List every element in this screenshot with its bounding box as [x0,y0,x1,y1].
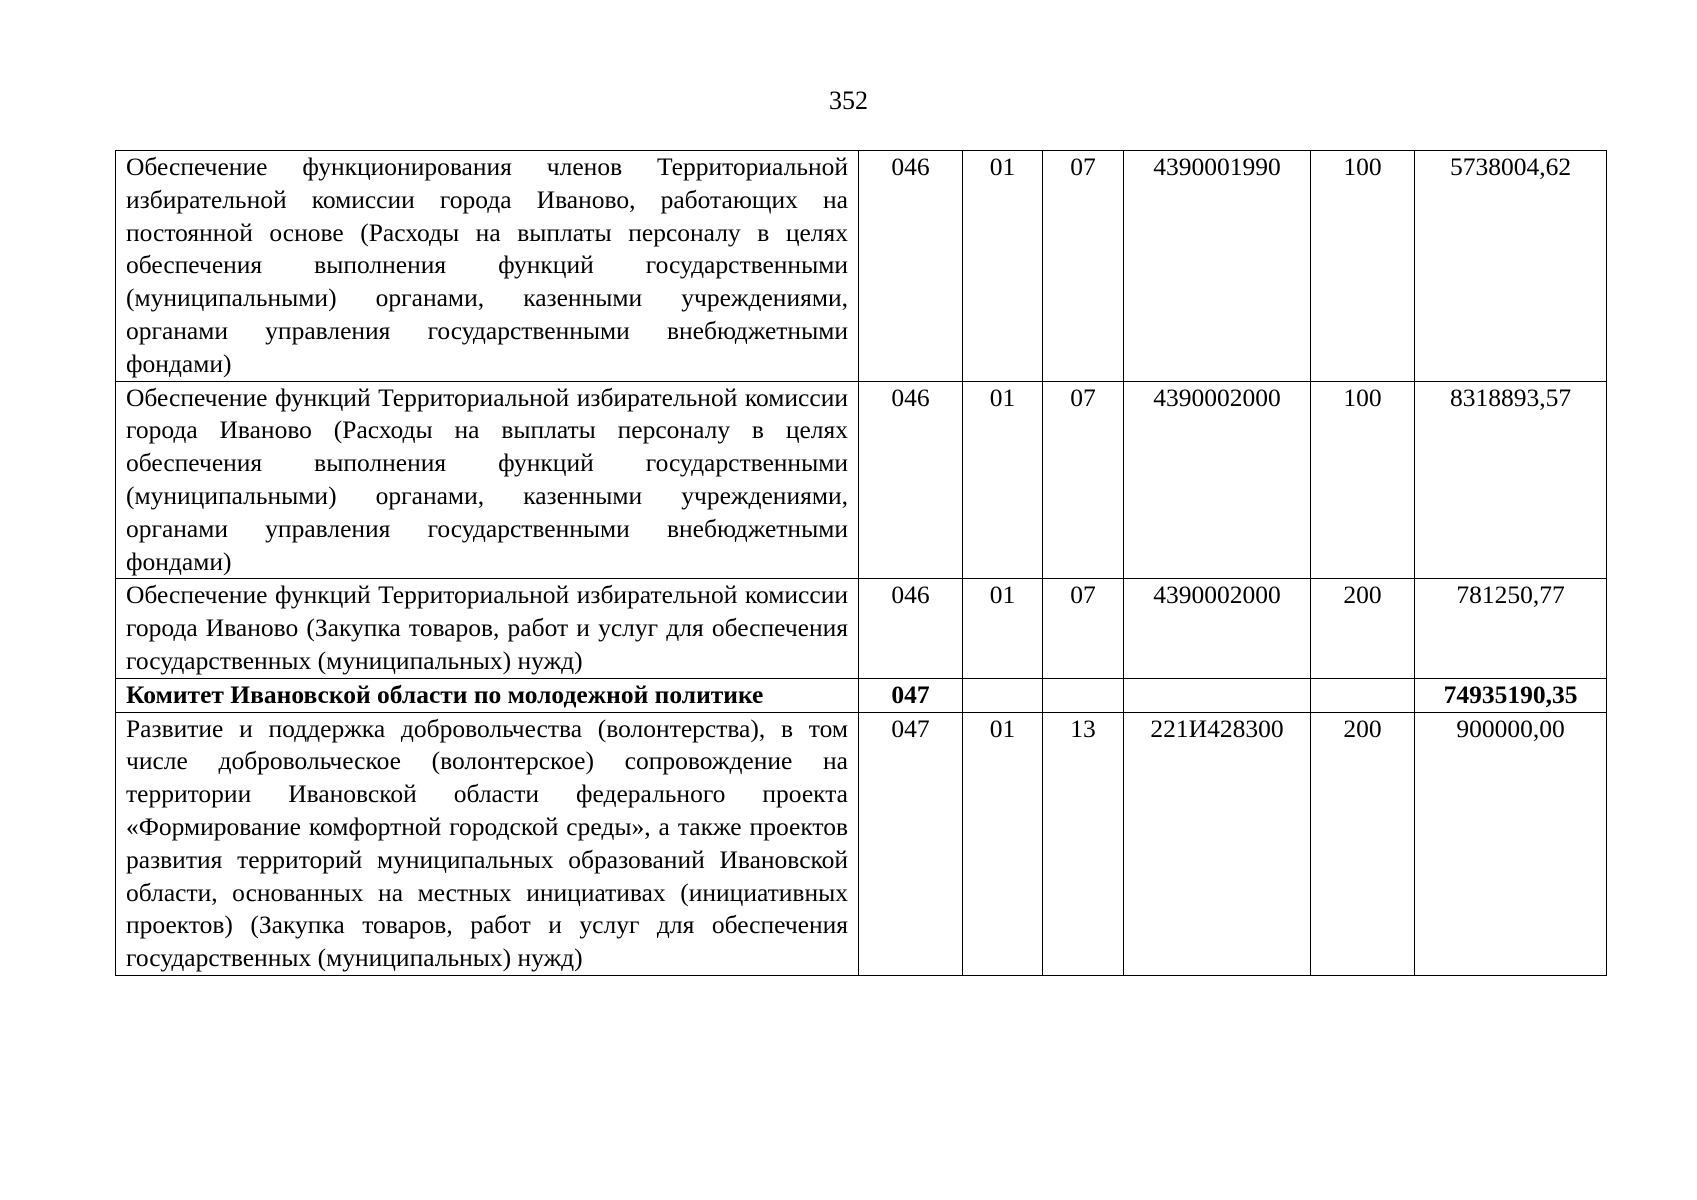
target-article-code: 4390001990 [1124,151,1311,382]
expense-type-code: 200 [1311,579,1415,678]
target-article-code: 4390002000 [1124,381,1311,579]
table-row [116,712,1607,975]
section-code: 01 [963,579,1043,678]
amount: 781250,77 [1415,579,1607,678]
row-description: Обеспечение функционирования членов Территориальной избирательной комиссии города Иваново, работающих на постоянной основе (Расходы на выплаты персоналу в целях обеспечения выполнения функций государственными (муниципальными) органами, казенными учреждениями, органами управления государственными внебюджетными фондами) [116,151,859,382]
row-description: Обеспечение функций Территориальной избирательной комиссии города Иваново (Расходы на выплаты персоналу в целях обеспечения выполнения функций государственными (муниципальными) органами, казенными учреждениями, органами управления государственными внебюджетными фондами) [116,381,859,579]
row-description: Обеспечение функций Территориальной избирательной комиссии города Иваново (Закупка товаров, работ и услуг для обеспечения государственных (муниципальных) нужд) [116,579,859,678]
expense-type-code: 200 [1311,712,1415,975]
section-code: 01 [963,381,1043,579]
amount: 900000,00 [1415,712,1607,975]
target-article-code: 221И428300 [1124,712,1311,975]
ministry-code: 046 [859,579,963,678]
subsection-code: 07 [1043,381,1124,579]
expense-type-code: 100 [1311,381,1415,579]
section-code: 01 [963,151,1043,382]
budget-table [115,150,1607,976]
ministry-code: 046 [859,151,963,382]
subsection-code [1043,678,1124,712]
ministry-code: 047 [859,678,963,712]
table-row [116,579,1607,678]
ministry-code: 046 [859,381,963,579]
expense-type-code: 100 [1311,151,1415,382]
table-row [116,381,1607,579]
subsection-code: 07 [1043,151,1124,382]
subsection-code: 13 [1043,712,1124,975]
page-number: 352 [829,86,868,115]
row-description: Комитет Ивановской области по молодежной политике [116,678,859,712]
table-row [116,151,1607,382]
expense-type-code [1311,678,1415,712]
amount: 5738004,62 [1415,151,1607,382]
target-article-code: 4390002000 [1124,579,1311,678]
section-code: 01 [963,712,1043,975]
subsection-code: 07 [1043,579,1124,678]
target-article-code [1124,678,1311,712]
row-description: Развитие и поддержка добровольчества (волонтерства), в том числе добровольческое (волонтерское) сопровождение на территории Ивановской области федерального проекта «Формирование комфортной городской среды», а также проектов развития территорий муниципальных образований Ивановской области, основанных на местных инициативах (инициативных проектов) (Закупка товаров, работ и услуг для обеспечения государственных (муниципальных) нужд) [116,712,859,975]
amount: 74935190,35 [1415,678,1607,712]
section-code [963,678,1043,712]
table-row-department-total [116,678,1607,712]
ministry-code: 047 [859,712,963,975]
amount: 8318893,57 [1415,381,1607,579]
